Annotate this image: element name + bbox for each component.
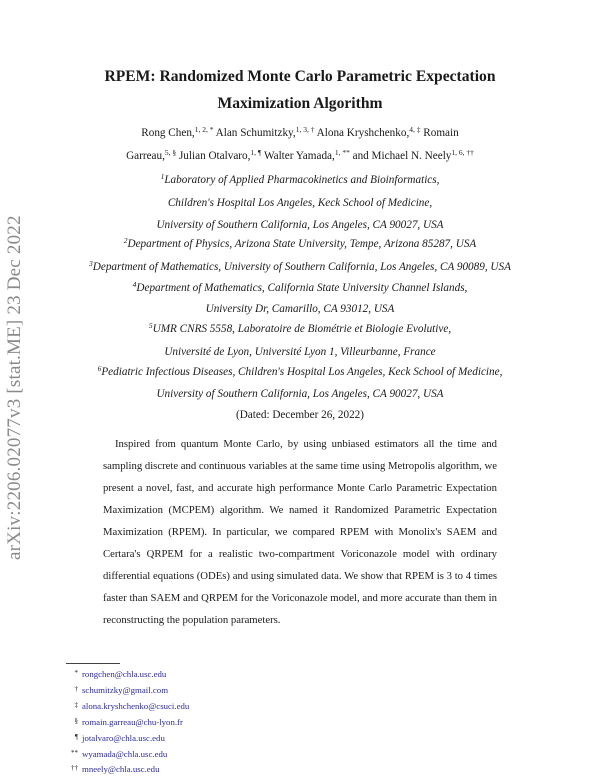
author-name: Alan Schumitzky, bbox=[215, 127, 296, 139]
author-affiliation-marker: 1, 2, * bbox=[194, 125, 214, 134]
footnote-marker: †† bbox=[71, 764, 78, 773]
arxiv-identifier-stamp: arXiv:2206.02077v3 [stat.ME] 23 Dec 2022 bbox=[4, 215, 25, 560]
author-name: Julian Otalvaro, bbox=[178, 150, 251, 162]
author-affiliation-marker: 1, 6, †† bbox=[451, 148, 474, 157]
author-name: Rong Chen, bbox=[141, 127, 195, 139]
footnote bbox=[66, 666, 366, 682]
author-line-2 bbox=[60, 150, 540, 162]
paper-title bbox=[80, 63, 520, 117]
affiliation-line: Children's Hospital Los Angeles, Keck School of Medicine, bbox=[167, 197, 433, 209]
footnote-marker: § bbox=[74, 716, 78, 725]
affiliation-line: $^3$Department of Mathematics, University of Southern California, Los Angeles, CA 90089, USA bbox=[89, 259, 511, 273]
footnotes bbox=[66, 666, 366, 777]
author-affiliation-marker: 5, § bbox=[164, 148, 177, 157]
affiliation-line: $^1$Laboratory of Applied Pharmacokinetics and Bioinformatics, bbox=[160, 172, 440, 186]
footnote-divider bbox=[66, 663, 120, 664]
footnote bbox=[66, 682, 366, 698]
author-affiliation-marker: 1, 3, † bbox=[295, 125, 315, 134]
footnote-email-link[interactable]: jotalvaro@chla.usc.edu bbox=[82, 732, 165, 743]
affiliation-line: Université de Lyon, Université Lyon 1, Villeurbanne, France bbox=[164, 346, 436, 358]
author-name: Alona Kryshchenko, bbox=[316, 127, 410, 139]
footnote-email-link[interactable]: alona.kryshchenko@csuci.edu bbox=[82, 700, 190, 711]
footnote bbox=[66, 730, 366, 746]
footnote-marker: * bbox=[74, 669, 78, 677]
footnote bbox=[66, 761, 366, 777]
author-line-1 bbox=[60, 127, 540, 139]
footnote-email-link[interactable]: romain.garreau@chu-lyon.fr bbox=[82, 716, 183, 727]
footnote bbox=[66, 698, 366, 714]
abstract bbox=[103, 433, 497, 631]
author-affiliation-marker: 4, ‡ bbox=[409, 125, 421, 134]
footnote-email-link[interactable]: rongchen@chla.usc.edu bbox=[82, 669, 167, 679]
affiliation-line: $^6$Pediatric Infectious Diseases, Children's Hospital Los Angeles, Keck School of Medicine, bbox=[97, 364, 503, 378]
author-name: Walter Yamada, bbox=[263, 150, 335, 162]
title-line-1: RPEM: Randomized Monte Carlo Parametric Expectation bbox=[104, 68, 496, 85]
author-affiliation-marker: 1, ** bbox=[334, 148, 350, 157]
author-affiliation-marker: 1, ¶ bbox=[250, 148, 262, 157]
footnote bbox=[66, 746, 366, 762]
footnote-email-link[interactable]: schumitzky@gmail.com bbox=[82, 684, 169, 695]
title-line-2: Maximization Algorithm bbox=[217, 95, 383, 112]
footnote-marker: † bbox=[74, 684, 78, 693]
affiliation-line: $^2$Department of Physics, Arizona State University, Tempe, Arizona 85287, USA bbox=[123, 236, 477, 250]
author-name: Romain bbox=[423, 127, 459, 139]
dated-line: (Dated: December 26, 2022) bbox=[236, 409, 364, 421]
author-name: and Michael N. Neely bbox=[352, 150, 452, 162]
affiliation-line: University Dr, Camarillo, CA 93012, USA bbox=[205, 303, 395, 315]
footnote bbox=[66, 714, 366, 730]
author-name: Garreau, bbox=[126, 150, 165, 162]
affiliation-line: $^5$UMR CNRS 5558, Laboratoire de Biométrie et Biologie Evolutive, bbox=[148, 321, 452, 335]
footnote-marker: ¶ bbox=[74, 732, 78, 741]
abstract-text: Inspired from quantum Monte Carlo, by using unbiased estimators all the time and sampling discrete and continuous variables at the same time using Metropolis algorithm, we present a novel, fast, and accurate high performance Monte Carlo Parametric Expectation Maximization (MCPEM) algorithm. We named it Randomized Parametric Expectation Maximization (RPEM). In particular, we compared RPEM with Monolix's SAEM and Certara's QRPEM for a realistic two-compartment Voriconazole model with ordinary differential equations (ODEs) and using simulated data. We show that RPEM is 3 to 4 times faster than SAEM and QRPEM for the Voriconazole model, and more accurate than them in reconstructing the population parameters. bbox=[103, 438, 497, 626]
footnote-email-link[interactable]: mneely@chla.usc.edu bbox=[82, 764, 160, 775]
footnote-marker: ‡ bbox=[74, 700, 78, 709]
footnote-marker: ** bbox=[71, 748, 78, 757]
affiliation-line: $^4$Department of Mathematics, California State University Channel Islands, bbox=[132, 280, 468, 294]
affiliation-line: University of Southern California, Los Angeles, CA 90027, USA bbox=[156, 388, 444, 400]
affiliation-line: University of Southern California, Los Angeles, CA 90027, USA bbox=[156, 219, 444, 231]
footnote-email-link[interactable]: wyamada@chla.usc.edu bbox=[82, 748, 168, 759]
